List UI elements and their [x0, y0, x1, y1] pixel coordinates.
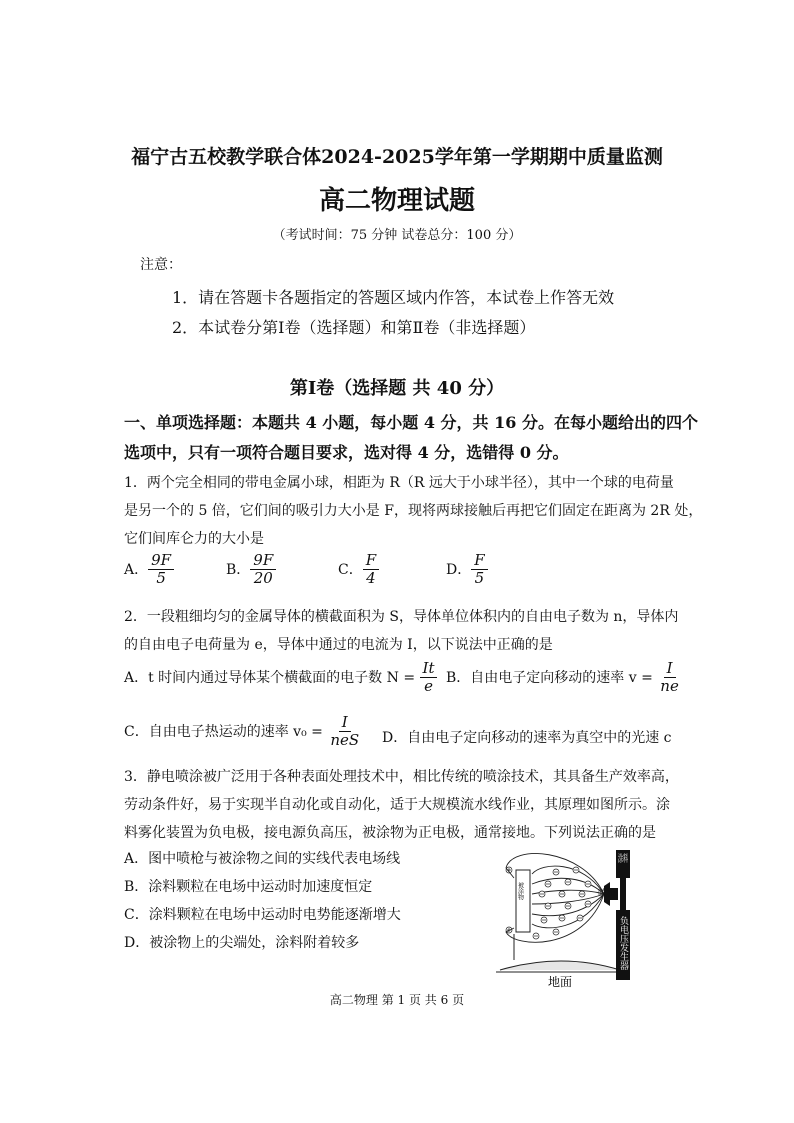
section-instructions: 选项中，只有一项符合题目要求，选对得 4 分，选错得 0 分。: [124, 443, 569, 462]
fraction: [363, 552, 379, 588]
denominator: 5: [156, 569, 166, 588]
question-3-text: 劳动条件好，易于实现半自动化或自动化，适于大规模流水线作业，其原理如图所示。涂: [124, 797, 670, 813]
option-text: A．t 时间内通过导体某个横截面的电子数 N =: [124, 669, 416, 686]
ground-label: 地面: [548, 975, 573, 989]
question-2-text: 的自由电子电荷量为 e，导体中通过的电流为 I，以下说法中正确的是: [124, 637, 553, 653]
notes-label: 注意：: [140, 257, 182, 273]
electrostatic-spray-diagram: [492, 848, 642, 990]
q3-option-b: B．涂料颗粒在电场中运动时加速度恒定: [124, 879, 373, 895]
numerator: I: [664, 660, 676, 678]
fraction: [327, 714, 362, 750]
q2-option-d: D．自由电子定向移动的速率为真空中的光速 c: [382, 730, 672, 746]
numerator: 9F: [148, 552, 174, 570]
coated-object: [516, 870, 530, 932]
object-label: 被涂物: [516, 882, 524, 900]
q3-option-c: C．涂料颗粒在电场中运动时电势能逐渐增大: [124, 907, 401, 923]
gun-pipe: [620, 878, 626, 910]
paint-label: [618, 852, 628, 865]
q1-option-b: [226, 552, 276, 588]
question-1-text: 1．两个完全相同的带电金属小球，相距为 R（R 远大于小球半径），其中一个球的电荷量: [124, 475, 674, 491]
numerator: It: [420, 660, 438, 678]
denominator: 4: [366, 569, 376, 588]
option-text: B．自由电子定向移动的速率 v =: [446, 669, 653, 686]
option-text: C．自由电子热运动的速率 v₀ =: [124, 723, 323, 740]
q2-option-b: [446, 660, 682, 696]
option-label: C．: [338, 561, 363, 578]
fraction: [657, 660, 682, 696]
denominator: ne: [660, 677, 679, 696]
gun-label: 喷枪: [598, 889, 617, 899]
note-item: 1．请在答题卡各题指定的答题区域内作答，本试卷上作答无效: [172, 288, 615, 307]
fraction: [471, 552, 487, 588]
subject-title: 高二物理试题: [318, 186, 475, 216]
option-label: A．: [124, 561, 149, 578]
question-1-text: 它们间库仑力的大小是: [124, 531, 264, 547]
numerator: F: [363, 552, 379, 570]
fraction: [420, 660, 438, 696]
denominator: 20: [253, 569, 273, 588]
denominator: neS: [330, 731, 360, 750]
fraction: [250, 552, 276, 588]
section-title: 第Ⅰ卷（选择题 共 40 分）: [289, 378, 505, 399]
option-label: D．: [446, 561, 472, 578]
option-label: B．: [226, 561, 251, 578]
exam-title: 福宁古五校教学联合体2024-2025学年第一学期期中质量监测: [131, 146, 663, 168]
q1-option-c: [338, 552, 379, 588]
numerator: I: [339, 714, 351, 732]
q1-option-a: [124, 552, 174, 588]
denominator: 5: [474, 569, 485, 588]
numerator: 9F: [250, 552, 276, 570]
denominator: e: [424, 677, 433, 696]
numerator: F: [471, 552, 487, 570]
section-instructions: 一、单项选择题：本题共 4 小题，每小题 4 分，共 16 分。在每小题给出的四个: [124, 413, 698, 432]
fraction: [148, 552, 174, 588]
question-3-text: 料雾化装置为负电极，接电源负高压，被涂物为正电极，通常接地。下列说法正确的是: [124, 825, 656, 841]
question-3-text: 3．静电喷涂被广泛用于各种表面处理技术中，相比传统的喷涂技术，其具备生产效率高，: [124, 769, 679, 785]
question-1-text: 是另一个的 5 倍，它们间的吸引力大小是 F，现将两球接触后再把它们固定在距离为 2R 处，: [124, 503, 703, 519]
hv-label: 负电压发生器: [618, 916, 628, 970]
q3-option-a: A．图中喷枪与被涂物之间的实线代表电场线: [124, 851, 401, 867]
q1-option-d: [446, 552, 488, 588]
q3-option-d: D．被涂物上的尖端处，涂料附着较多: [124, 935, 360, 951]
q2-option-c: [124, 714, 362, 750]
page-footer: 高二物理 第 1 页 共 6 页: [329, 993, 465, 1007]
q2-option-a: [124, 660, 437, 696]
ground-mound: [500, 961, 620, 970]
question-2-text: 2．一段粗细均匀的金属导体的横截面积为 S，导体单位体积内的自由电子数为 n，导体内: [124, 609, 679, 625]
note-item: 2．本试卷分第Ⅰ卷（选择题）和第Ⅱ卷（非选择题）: [172, 318, 536, 337]
exam-info: （考试时间：75 分钟 试卷总分：100 分）: [272, 228, 522, 243]
object-charges: [506, 867, 512, 933]
